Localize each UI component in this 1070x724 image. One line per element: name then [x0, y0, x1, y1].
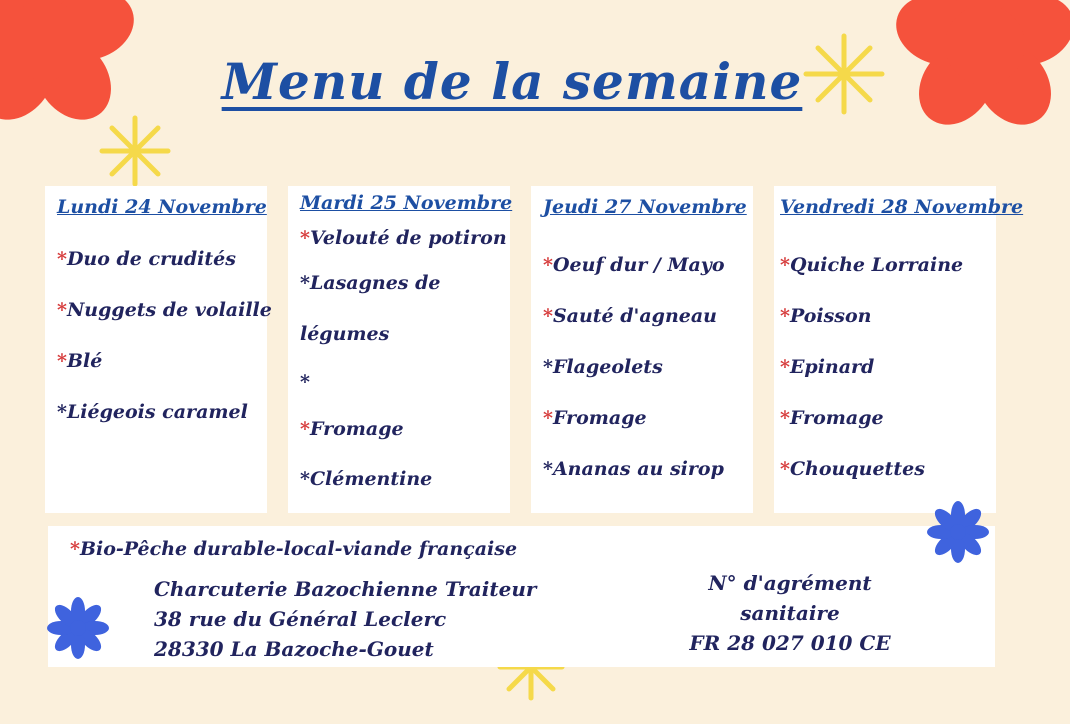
menu-item: *Liégeois caramel [57, 401, 248, 423]
address-line: 28330 La Bazoche-Gouet [154, 637, 434, 661]
menu-item: *Fromage [300, 418, 404, 440]
day-heading: Mardi 25 Novembre [300, 192, 513, 214]
menu-item: *Flageolets [543, 356, 663, 378]
menu-item: *Nuggets de volaille [57, 299, 272, 321]
day-card-monday [45, 186, 272, 513]
menu-item: *Sauté d'agneau [543, 305, 717, 327]
day-card-friday [774, 186, 1024, 513]
label-note: *Bio-Pêche durable-local-viande française [70, 538, 518, 560]
menu-item: *Lasagnes de légumes [300, 272, 441, 345]
menu-item: *Fromage [543, 407, 647, 429]
agrement-line: FR 28 027 010 CE [689, 631, 891, 655]
menu-item: *Blé [57, 350, 103, 372]
day-card-tuesday [288, 186, 513, 513]
address-line: Charcuterie Bazochienne Traiteur [154, 577, 537, 601]
day-card-thursday [531, 186, 753, 513]
blue-flower-icon-left [46, 596, 110, 660]
menu-item: *Oeuf dur / Mayo [543, 254, 725, 276]
agrement-line: N° d'agrément sanitaire [708, 571, 872, 625]
footer-panel [48, 526, 995, 667]
day-heading: Lundi 24 Novembre [57, 196, 267, 218]
menu-item: *Quiche Lorraine [780, 254, 964, 276]
menu-item: *Chouquettes [780, 458, 925, 480]
menu-item: *Duo de crudités [57, 248, 236, 270]
menu-item: *Fromage [780, 407, 884, 429]
menu-item: *Clémentine [300, 468, 433, 490]
day-heading: Jeudi 27 Novembre [543, 196, 747, 218]
address-line: 38 rue du Général Leclerc [154, 607, 447, 631]
menu-item: *Velouté de potiron [300, 227, 507, 249]
menu-item: *Ananas au sirop [543, 458, 724, 480]
day-heading: Vendredi 28 Novembre [780, 196, 1024, 218]
menu-item: *Epinard [780, 356, 875, 378]
menu-item: * [300, 371, 310, 393]
sanitary-approval [670, 568, 910, 658]
blue-flower-icon-right [926, 500, 990, 564]
yellow-sparkle-icon-left [98, 114, 172, 188]
page-title: Menu de la semaine [221, 52, 803, 111]
menu-item: *Poisson [780, 305, 872, 327]
caterer-address [154, 574, 536, 664]
